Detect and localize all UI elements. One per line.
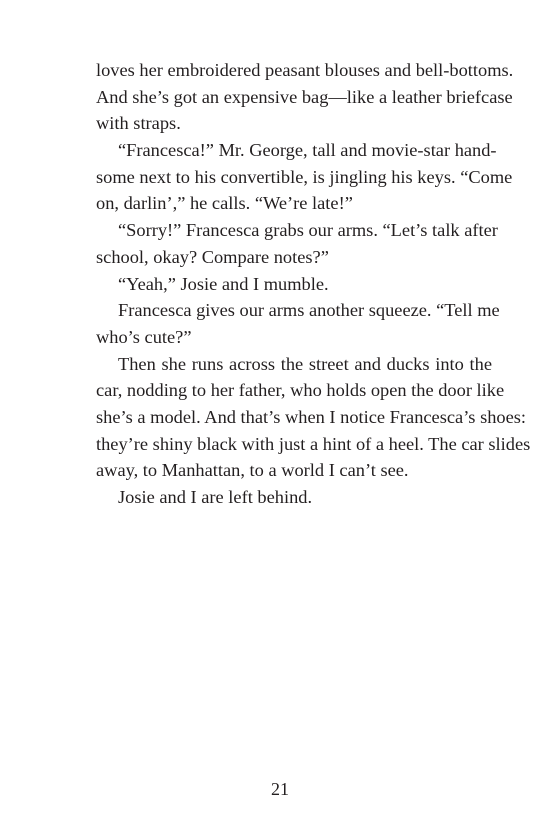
text-line: And she’s got an expensive bag—like a leather briefcase <box>96 86 513 107</box>
text-line: Josie and I are left behind. <box>118 487 313 507</box>
text-line: Then she runs across the street and ducks into the <box>118 353 492 374</box>
text-line: with straps. <box>96 113 181 134</box>
text-line: “Francesca!” Mr. George, tall and movie-star hand- <box>118 140 497 161</box>
text-line: car, nodding to her father, who holds open the door like <box>96 380 505 401</box>
page-number: 21 <box>271 779 289 799</box>
text-line: who’s cute?” <box>96 326 192 347</box>
text-line: they’re shiny black with just a hint of a heel. The car slides <box>96 433 531 454</box>
text-line: some next to his convertible, is jingling his keys. “Come <box>96 166 513 187</box>
text-line: loves her embroidered peasant blouses and bell-bottoms. <box>96 60 514 80</box>
body-text <box>96 57 531 511</box>
text-line: school, okay? Compare notes?” <box>96 246 329 267</box>
text-line: away, to Manhattan, to a world I can’t see. <box>96 460 409 481</box>
text-line: on, darlin’,” he calls. “We’re late!” <box>96 193 353 214</box>
text-line: “Yeah,” Josie and I mumble. <box>118 273 329 294</box>
text-line: she’s a model. And that’s when I notice Francesca’s shoes: <box>96 406 527 427</box>
text-line: “Sorry!” Francesca grabs our arms. “Let’s talk after <box>118 220 498 241</box>
text-line: Francesca gives our arms another squeeze. “Tell me <box>118 300 500 321</box>
